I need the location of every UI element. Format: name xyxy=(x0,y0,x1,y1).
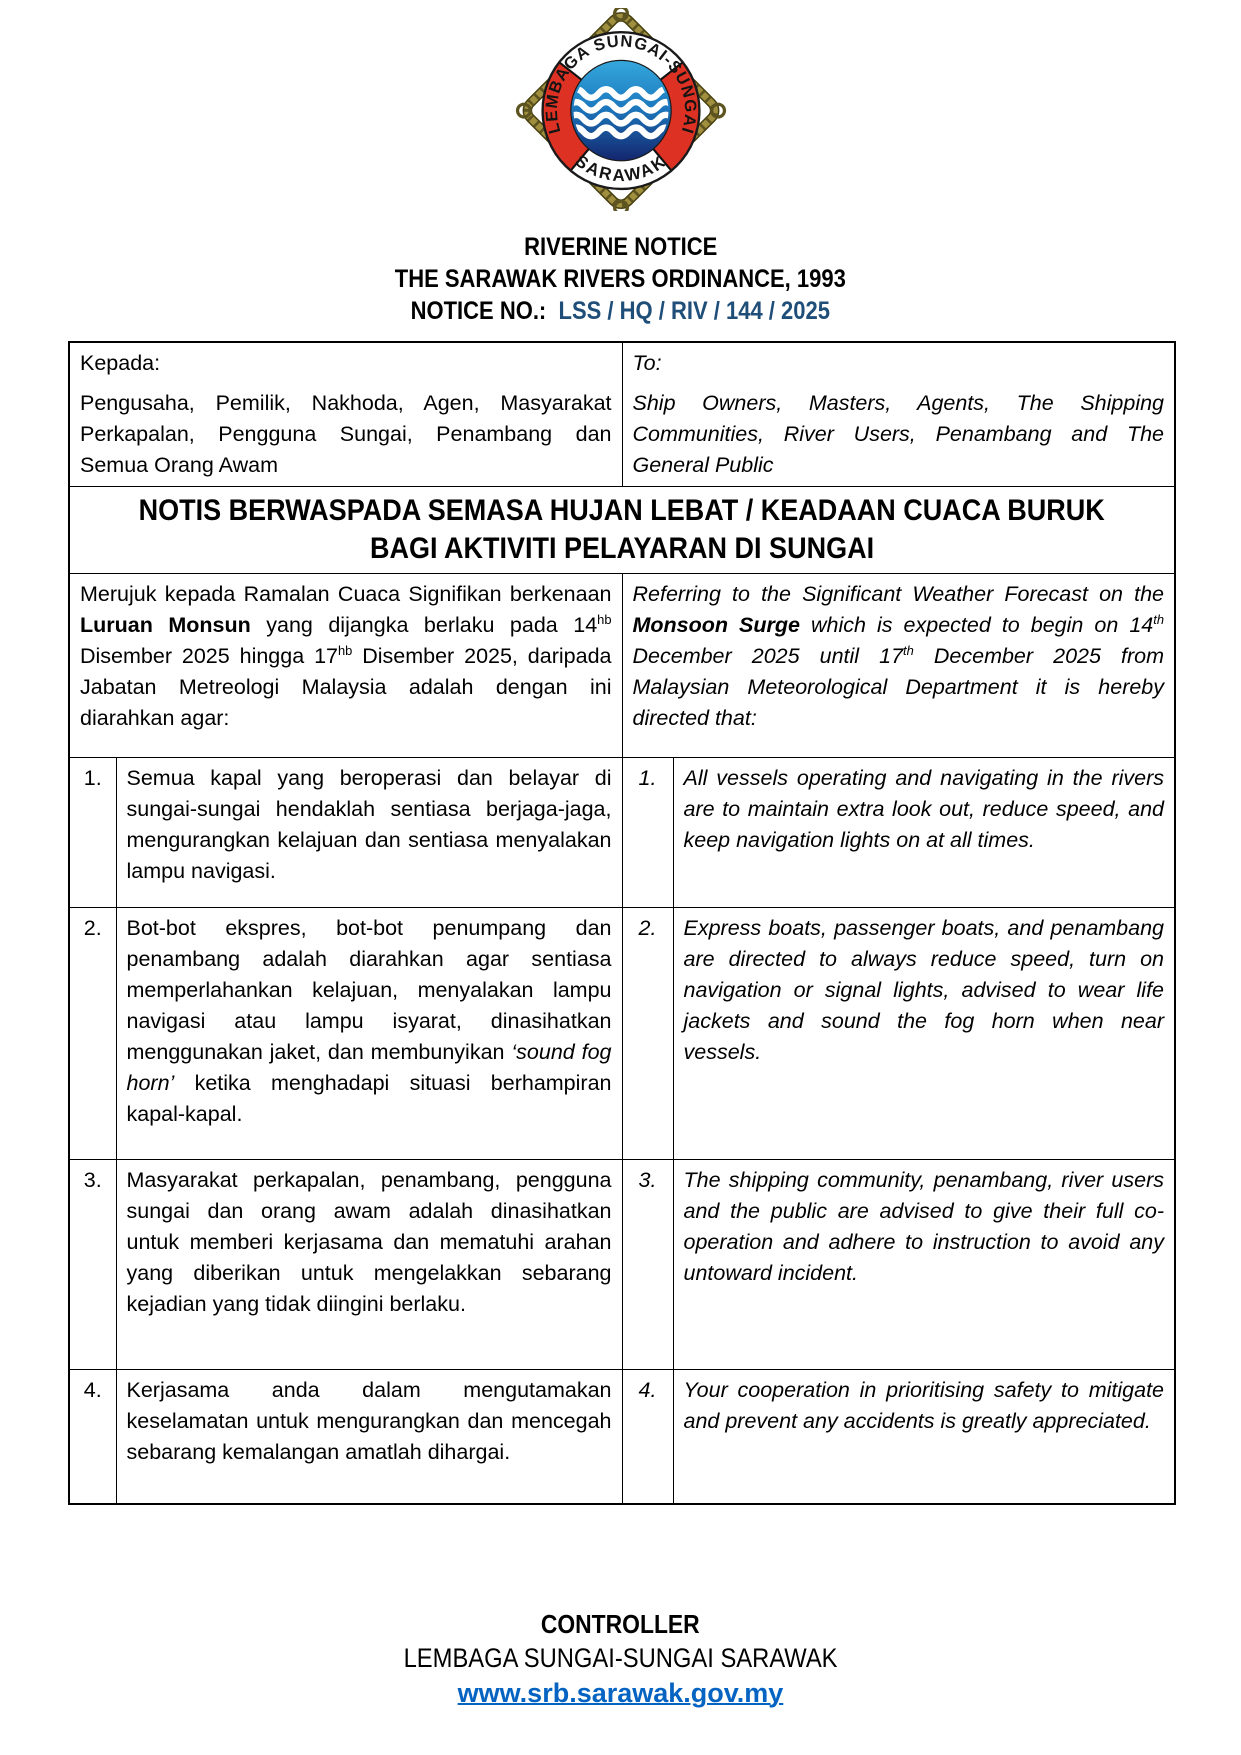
intro-paragraph-ms: Merujuk kepada Ramalan Cuaca Signifikan berkenaan Luruan Monsun yang dijangka berlaku pada $14^{hb}$ Disember 2025 hingga $17^{hb}$ Disember 2025, daripada Jabatan Metreologi Malaysia adalah dengan ini diarahkan agar: xyxy=(69,574,622,758)
subject-heading-cell xyxy=(69,487,1175,574)
intro-paragraph-en: Referring to the Significant Weather Forecast on the Monsoon Surge which is expected to begin on 14th December 2025 until 17th December 2025 from Malaysian Meteorological Department it is hereby directed that: xyxy=(622,574,1175,758)
footer xyxy=(0,1608,1241,1710)
ordinance-title: THE SARAWAK RIVERS ORDINANCE, 1993 xyxy=(394,265,847,293)
notice-number-label: NOTICE NO.: xyxy=(410,297,547,325)
item-row-3 xyxy=(69,1160,1175,1370)
item-row-1 xyxy=(69,758,1175,908)
addressee-label-en: To: xyxy=(632,351,662,375)
item-3-number-en: 3. xyxy=(622,1160,673,1370)
notice-number-value: LSS / HQ / RIV / 144 / 2025 xyxy=(558,297,831,325)
item-4-number-ms: 4. xyxy=(69,1370,116,1504)
addressee-body-ms: Pengusaha, Pemilik, Nakhoda, Agen, Masyarakat Perkapalan, Pengguna Sungai, Penambang dan Semua Orang Awam xyxy=(80,391,612,477)
item-3-text-en: The shipping community, penambang, river users and the public are advised to give their full co-operation and adhere to instruction to avoid any untoward incident. xyxy=(673,1160,1175,1370)
subject-line2: BAGI AKTIVITI PELAYARAN DI SUNGAI xyxy=(369,532,875,565)
item-2-text-en: Express boats, passenger boats, and penambang are directed to always reduce speed, turn on navigation or signal lights, advised to wear life jackets and sound the fog horn when near vessels. xyxy=(673,908,1175,1160)
footer-website-link[interactable]: www.srb.sarawak.gov.my xyxy=(457,1678,784,1708)
item-1-number-en: 1. xyxy=(622,758,673,908)
item-1-number-ms: 1. xyxy=(69,758,116,908)
title-block xyxy=(0,231,1241,327)
logo-top-text: LEMBAGA SUNGAI-SUNGAI xyxy=(541,31,700,137)
item-2-number-ms: 2. xyxy=(69,908,116,1160)
notice-table xyxy=(68,341,1176,1505)
item-1-text-ms: Semua kapal yang beroperasi dan belayar di sungai-sungai hendaklah sentiasa berjaga-jaga, mengurangkan kelajuan dan sentiasa menyalakan lampu navigasi. xyxy=(116,758,622,908)
item-row-4 xyxy=(69,1370,1175,1504)
subject-line1: NOTIS BERWASPADA SEMASA HUJAN LEBAT / KEADAAN CUACA BURUK xyxy=(138,494,1106,527)
lss-logo xyxy=(509,8,733,211)
addressee-label-ms: Kepada: xyxy=(80,351,161,375)
intro-row xyxy=(69,574,1175,758)
document-title: RIVERINE NOTICE xyxy=(523,233,718,261)
item-2-text-ms: Bot-bot ekspres, bot-bot penumpang dan penambang adalah diarahkan agar sentiasa memperlahankan kelajuan, menyalakan lampu navigasi atau lampu isyarat, dinasihatkan menggunakan jaket, dan membunyikan ‘sound fog horn’ ketika menghadapi situasi berhampiran kapal-kapal. xyxy=(116,908,622,1160)
item-4-text-ms: Kerjasama anda dalam mengutamakan keselamatan untuk mengurangkan dan mencegah sebarang kemalangan amatlah dihargai. xyxy=(116,1370,622,1504)
footer-organisation: LEMBAGA SUNGAI-SUNGAI SARAWAK xyxy=(403,1643,838,1673)
addressee-row xyxy=(69,342,1175,487)
subject-row xyxy=(69,487,1175,574)
item-2-number-en: 2. xyxy=(622,908,673,1160)
item-1-text-en: All vessels operating and navigating in the rivers are to maintain extra look out, reduce speed, and keep navigation lights on at all times. xyxy=(673,758,1175,908)
item-3-number-ms: 3. xyxy=(69,1160,116,1370)
item-4-number-en: 4. xyxy=(622,1370,673,1504)
addressee-cell-en xyxy=(622,342,1175,487)
notice-number-line xyxy=(0,295,1241,327)
addressee-body-en: Ship Owners, Masters, Agents, The Shipping Communities, River Users, Penambang and The General Public xyxy=(632,391,1165,477)
addressee-cell-ms xyxy=(69,342,622,487)
item-row-2 xyxy=(69,908,1175,1160)
logo-bottom-text: SARAWAK xyxy=(571,151,670,186)
footer-controller: CONTROLLER xyxy=(541,1609,700,1639)
logo-container xyxy=(0,8,1241,211)
item-4-text-en: Your cooperation in prioritising safety to mitigate and prevent any accidents is greatly appreciated. xyxy=(673,1370,1175,1504)
item-3-text-ms: Masyarakat perkapalan, penambang, pengguna sungai dan orang awam adalah dinasihatkan untuk memberi kerjasama dan mematuhi arahan yang diberikan untuk mengelakkan sebarang kejadian yang tidak diingini berlaku. xyxy=(116,1160,622,1370)
